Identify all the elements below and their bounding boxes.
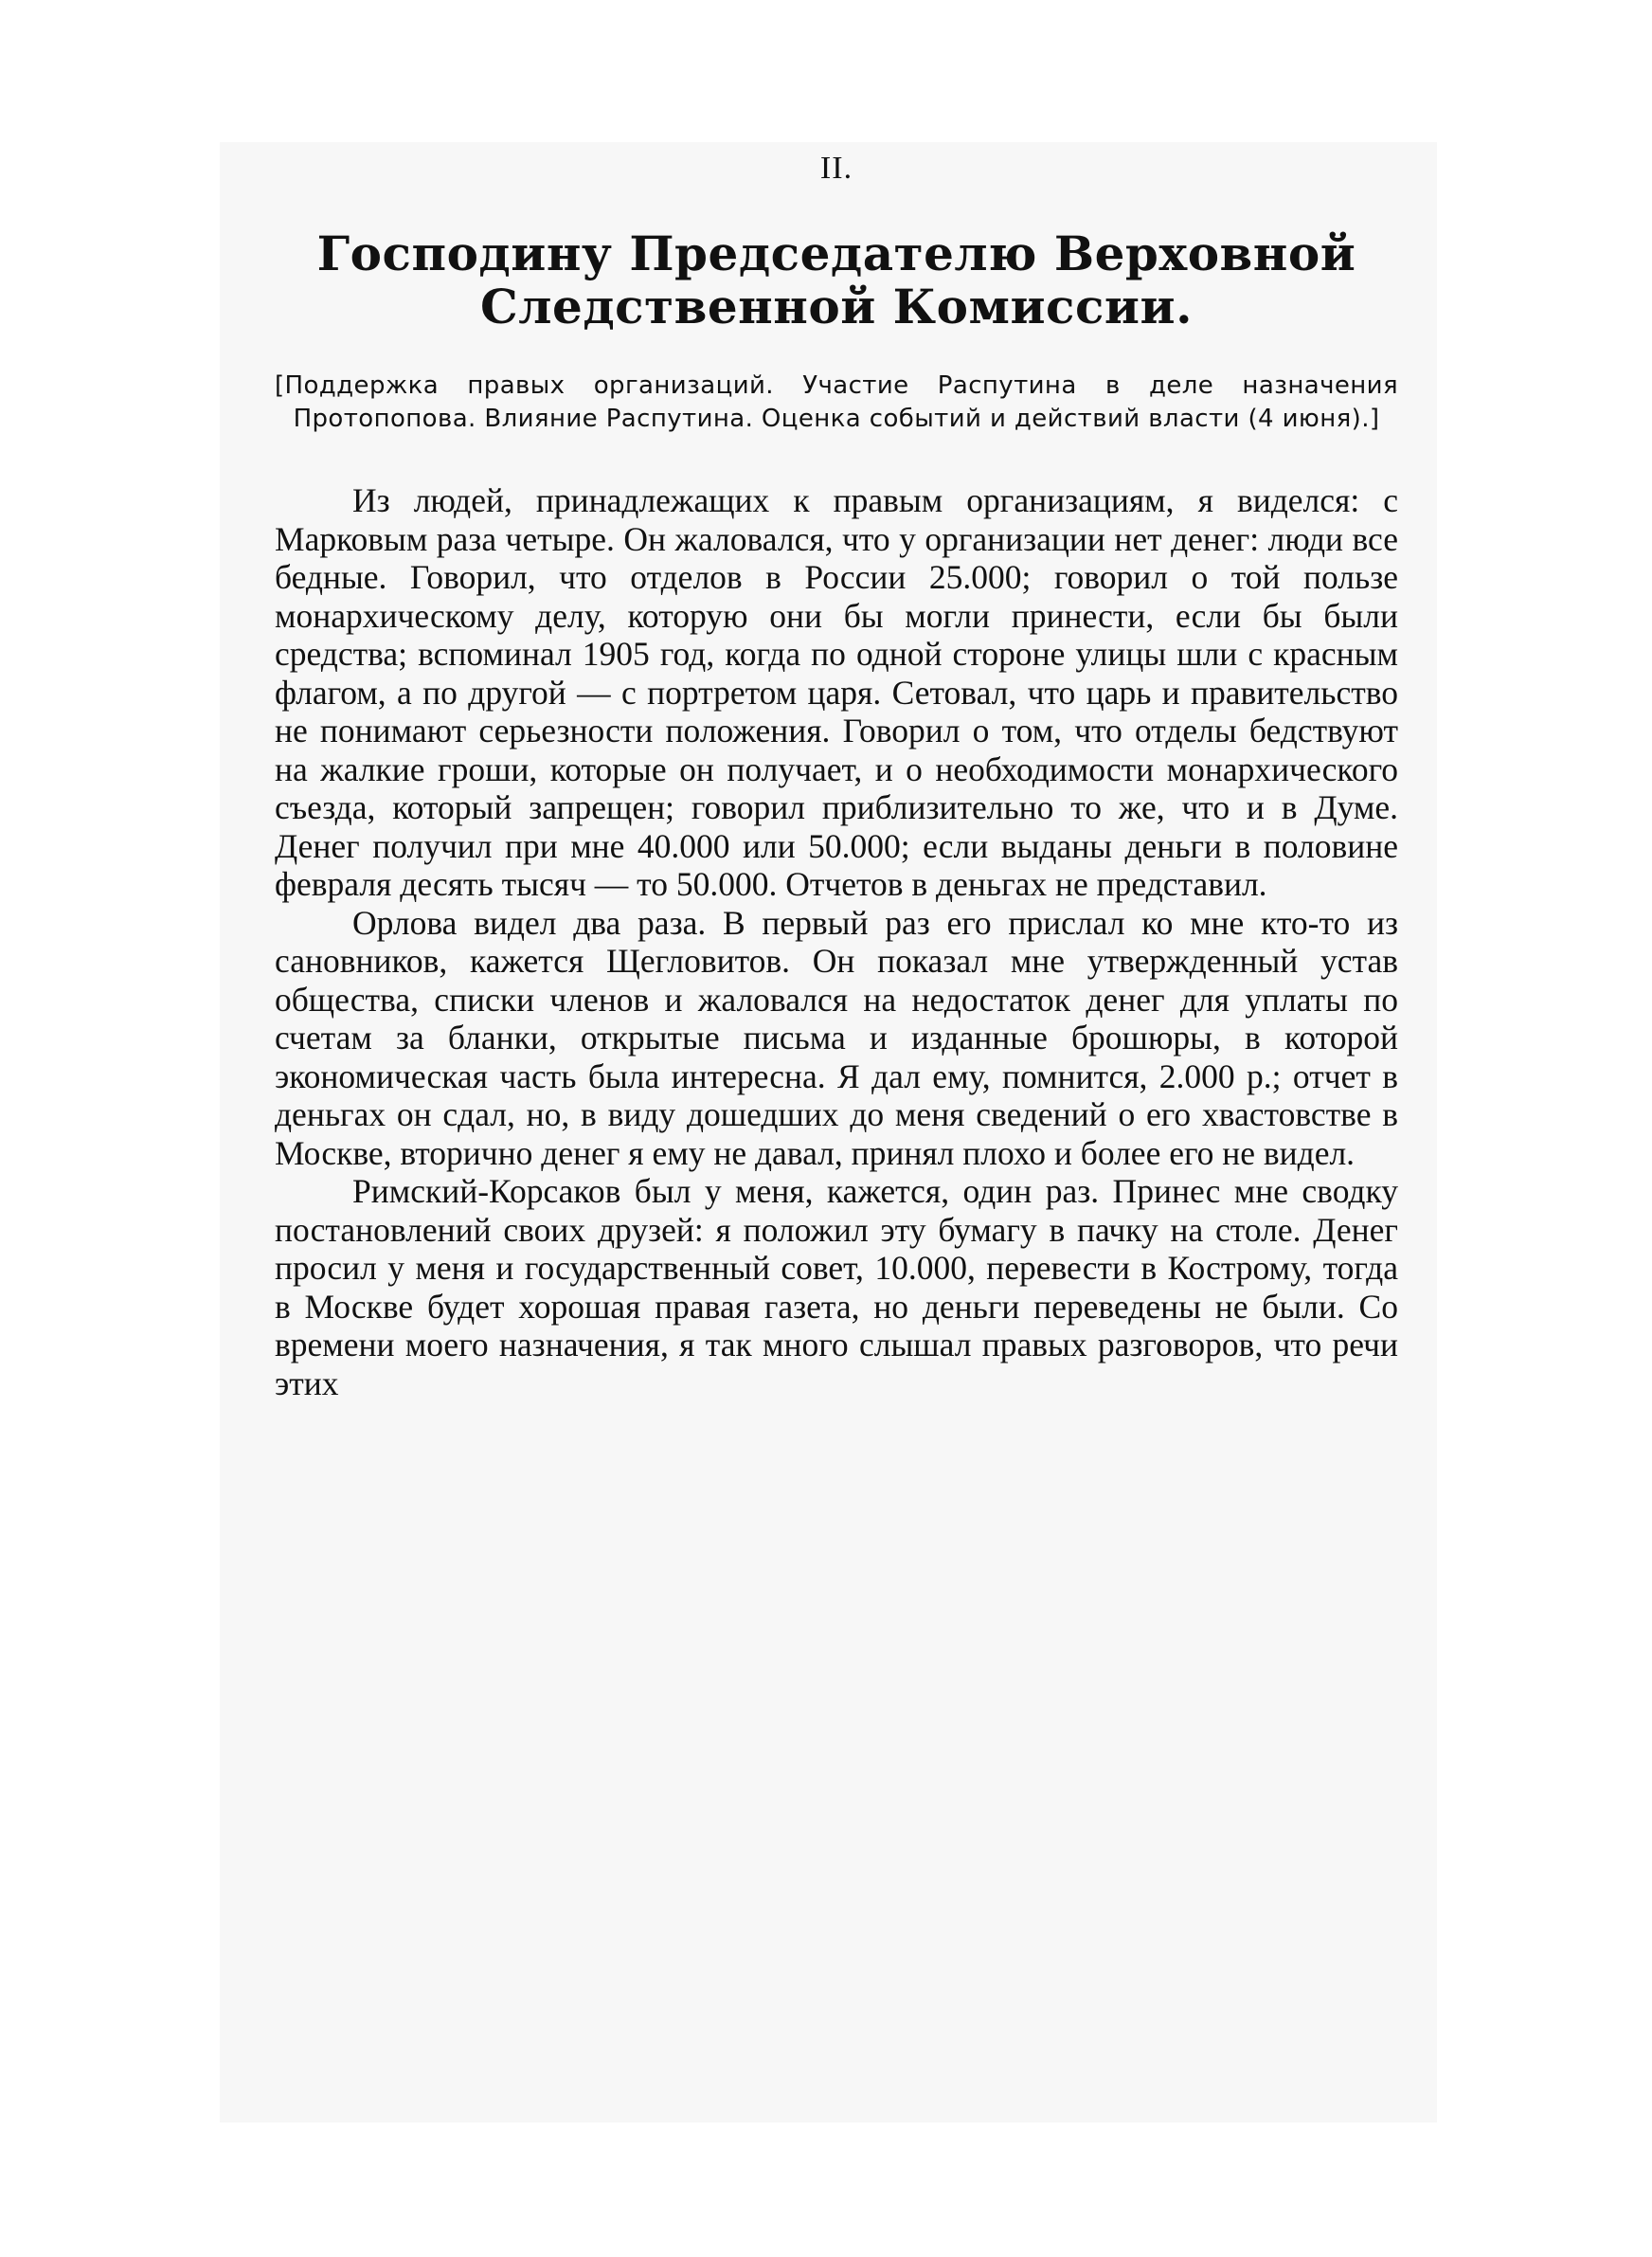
paragraph-2: Орлова видел два раза. В первый раз его прислал ко мне кто-то из сановников, кажется Щегловитов. Он показал мне утвержденный устав общества, списки членов и жаловался на недостаток денег для уплаты по счетам за бланки, открытые письма и изданные брошюры, в которой экономическая часть была интересна. Я дал ему, помнится, 2.000 р.; отчет в деньгах он сдал, но, в виду дошедших до меня сведений о его хвастовстве в Москве, вторично денег я ему не давал, принял плохо и более его не видел.	[275, 903, 1398, 1172]
document-heading	[275, 227, 1398, 334]
document-page	[275, 142, 1398, 1402]
heading-line-1: Господину Председателю Верховной	[316, 226, 1356, 281]
paragraph-3: Римский-Корсаков был у меня, кажется, один раз. Принес мне сводку постановлений своих друзей: я положил эту бумагу в пачку на столе. Денег просил у меня и государственный совет, 10.000, перевести в Кострому, тогда в Москве будет хорошая правая газета, но деньги переведены не были. Со времени моего назначения, я так много слышал правых разговоров, что речи этих	[275, 1172, 1398, 1402]
section-number: II.	[819, 151, 853, 186]
section-summary: [Поддержка правых организаций. Участие Распутина в деле назначения Протопопова. Влияние Распутина. Оценка событий и действий власти (4 июня).]	[275, 371, 1398, 433]
paragraph-1: Из людей, принадлежащих к правым организациям, я виделся: с Марковым раза четыре. Он жаловался, что у организации нет денег: люди все бедные. Говорил, что отделов в России 25.000; говорил о той пользе монархическому делу, которую они бы могли принести, если бы были средства; вспоминал 1905 год, когда по одной стороне улицы шли с красным флагом, а по другой — с портретом царя. Сетовал, что царь и правительство не понимают серьезности положения. Говорил о том, что отделы бедствуют на жалкие гроши, которые он получает, и о необходимости монархического съезда, который запрещен; говорил приблизительно то же, что и в Думе. Денег получил при мне 40.000 или 50.000; если выданы деньги в половине февраля десять тысяч — то 50.000. Отчетов в деньгах не представил.	[275, 481, 1398, 903]
heading-line-2: Следственной Комиссии.	[479, 279, 1193, 334]
